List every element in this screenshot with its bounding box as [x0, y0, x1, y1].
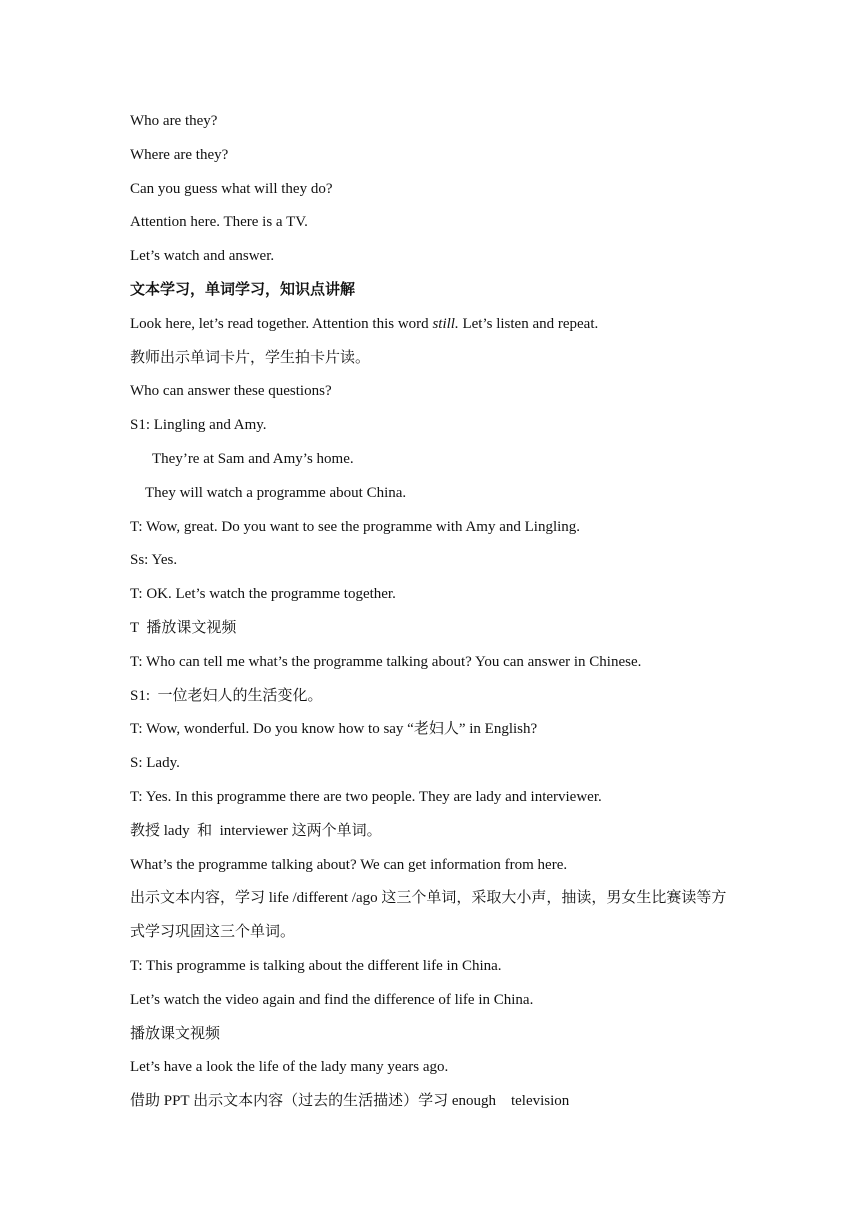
text-line: 教师出示单词卡片，学生拍卡片读。: [130, 349, 371, 366]
text-line: 播放课文视频: [130, 1025, 221, 1042]
text-line: T: Who can tell me what’s the programme talking about? You can answer in Chinese.: [130, 653, 642, 670]
emphasized-word: still.: [432, 315, 459, 332]
section-heading: 文本学习，单词学习，知识点讲解: [130, 281, 356, 298]
text-line: Attention here. There is a TV.: [130, 214, 308, 231]
text-line: Where are they?: [130, 146, 229, 163]
text-line: T: Yes. In this programme there are two people. They are lady and interviewer.: [130, 788, 602, 805]
text-line: They will watch a programme about China.: [145, 484, 407, 501]
text-line: Ss: Yes.: [130, 552, 178, 569]
text-line: Let’s watch and answer.: [130, 248, 275, 265]
text-line: Who are they?: [130, 113, 218, 129]
text-line: Can you guess what will they do?: [130, 180, 333, 197]
text-line: They’re at Sam and Amy’s home.: [152, 450, 354, 467]
text-line: [130, 314, 750, 348]
text-fragment: Let’s listen and repeat.: [458, 315, 599, 332]
text-line: 式学习巩固这三个单词。: [130, 924, 296, 941]
text-line: S1: 一位老妇人的生活变化。: [130, 687, 323, 704]
text-line: Who can answer these questions?: [130, 383, 332, 400]
text-line: T: OK. Let’s watch the programme together.: [130, 586, 396, 603]
document-body: [130, 111, 750, 1125]
text-line: 借助 PPT 出示文本内容（过去的生活描述）学习 enough television: [130, 1093, 570, 1110]
text-line: S: Lady.: [130, 755, 180, 772]
text-line: S1: Lingling and Amy.: [130, 417, 267, 434]
text-line: T: This programme is talking about the different life in China.: [130, 957, 502, 974]
text-line: Let’s watch the video again and find the difference of life in China.: [130, 991, 534, 1008]
text-line: 出示文本内容，学习 life /different /ago 这三个单词，采取大小声，抽读，男女生比赛读等方: [130, 890, 727, 907]
text-line: T: Wow, wonderful. Do you know how to say “老妇人” in English?: [130, 721, 538, 738]
text-fragment: Look here, let’s read together. Attention this word: [130, 315, 433, 332]
text-line: T: Wow, great. Do you want to see the programme with Amy and Lingling.: [130, 518, 581, 535]
text-line: Let’s have a look the life of the lady many years ago.: [130, 1059, 449, 1076]
text-line: 教授 lady 和 interviewer 这两个单词。: [130, 822, 382, 839]
text-line: T 播放课文视频: [130, 619, 237, 636]
text-line: What’s the programme talking about? We can get information from here.: [130, 856, 568, 873]
